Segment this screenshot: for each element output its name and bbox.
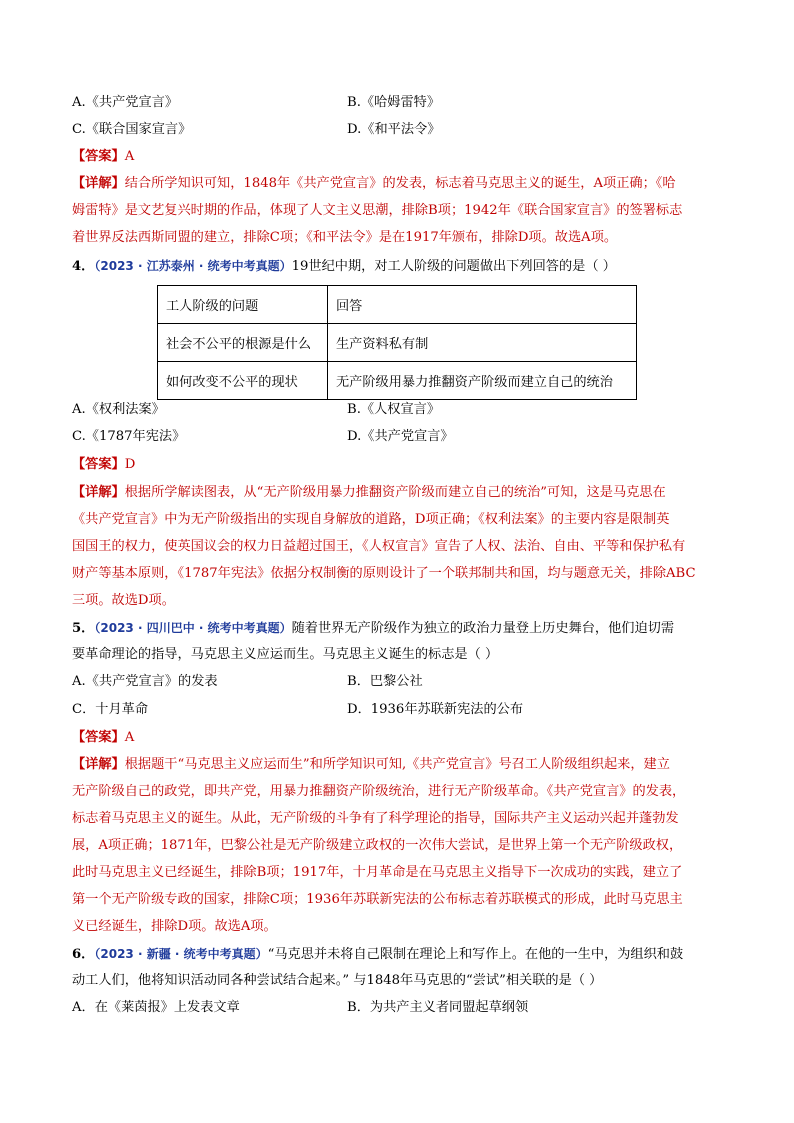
answer-value: D xyxy=(124,457,136,472)
answer-value: A xyxy=(124,730,135,745)
q4-option-c: C.《1787年宪法》 xyxy=(72,429,186,444)
explain-text: 和所学知识可知,《共产党宣言》号召工人阶级组织起来，建立 xyxy=(309,757,670,772)
q4-explain-line-1 xyxy=(72,484,666,502)
answer-label: 【答案】 xyxy=(72,457,125,472)
q5-explain-line-6: 第一个无产阶级专政的国家，排除C项；1936年苏联新宪法的公布标志着苏联模式的形成，此时马克思主 xyxy=(72,892,683,907)
q4-explain-line-5: 三项。故选D项。 xyxy=(72,593,175,608)
q5-explain-line-1 xyxy=(72,756,670,774)
question-source: （2023 · 江苏泰州 · 统考中考真题） xyxy=(94,259,292,273)
question-text: “马克思并未将自己限制在理论上和写作上。在他的一生中，为组织和鼓 xyxy=(267,947,684,962)
explain-label: 【详解】 xyxy=(72,176,125,191)
q5-option-c: C．十月革命 xyxy=(72,702,149,717)
explain-text: 结合所学知识可知，1848年《共产党宣言》的发表，标志着马克思主义的诞生，A项正确；《哈 xyxy=(124,176,676,191)
table-cell: 社会不公平的根源是什么 xyxy=(158,324,328,362)
q3-answer xyxy=(72,148,134,166)
q3-option-a: A.《共产党宣言》 xyxy=(72,95,179,110)
question-text: 随着世界无产阶级作为独立的政治力量登上历史舞台，他们迫切需 xyxy=(291,621,675,636)
q4-stem xyxy=(72,257,616,276)
q5-explain-line-2: 无产阶级自己的政党，即共产党，用暴力推翻资产阶级统治，进行无产阶级革命。《共产党宣言》的发表， xyxy=(72,784,686,799)
explain-quote: “马克思主义应运而生” xyxy=(177,757,310,772)
q5-stem-line-2: 要革命理论的指导，马克思主义应运而生。马克思主义诞生的标志是（ ） xyxy=(72,647,499,662)
q6-option-b: B．为共产主义者同盟起草纲领 xyxy=(347,1000,529,1015)
q5-stem-line-1 xyxy=(72,619,674,638)
q4-table xyxy=(157,285,637,400)
q5-option-b: B．巴黎公社 xyxy=(347,674,423,689)
q4-explain-line-2: 《共产党宣言》中为无产阶级指出的实现自身解放的道路，D项正确；《权利法案》的主要内容是限制英 xyxy=(72,512,670,527)
q4-explain-line-4: 财产等基本原则，《1787年宪法》依据分权制衡的原则设计了一个联邦制共和国，均与题意无关，排除ABC xyxy=(72,566,696,581)
q5-answer xyxy=(72,729,134,747)
q5-explain-line-3: 标志着马克思主义的诞生。从此，无产阶级的斗争有了科学理论的指导，国际共产主义运动兴起并蓬勃发 xyxy=(72,811,679,826)
q5-option-d: D．1936年苏联新宪法的公布 xyxy=(347,702,524,717)
q4-answer xyxy=(72,456,135,474)
q3-option-b: B.《哈姆雷特》 xyxy=(347,95,441,110)
question-number: 6． xyxy=(72,947,95,962)
answer-label: 【答案】 xyxy=(72,149,125,164)
explain-label: 【详解】 xyxy=(72,757,125,772)
q6-stem-line-1 xyxy=(72,945,683,964)
question-source: （2023 · 四川巴中 · 统考中考真题） xyxy=(94,621,292,635)
table-row xyxy=(158,362,637,400)
answer-label: 【答案】 xyxy=(72,730,125,745)
q6-stem-line-2: 动工人们，他将知识活动同各种尝试结合起来。” 与1848年马克思的“尝试”相关联的是（ ） xyxy=(72,973,603,988)
q4-explain-line-3: 国国王的权力，使英国议会的权力日益超过国王，《人权宣言》宣告了人权、法治、自由、平等和保护私有 xyxy=(72,539,686,554)
q5-explain-line-4: 展，A项正确；1871年，巴黎公社是无产阶级建立政权的一次伟大尝试，是世界上第一个无产阶级政权， xyxy=(72,838,683,853)
table-cell: 如何改变不公平的现状 xyxy=(158,362,328,400)
explain-text: 根据题干 xyxy=(124,757,178,772)
q4-option-d: D.《共产党宣言》 xyxy=(347,429,454,444)
q3-explain-line-3: 着世界反法西斯同盟的建立，排除C项；《和平法令》是在1917年颁布，排除D项。故选A项。 xyxy=(72,230,618,245)
explain-label: 【详解】 xyxy=(72,485,125,500)
table-header-cell: 回答 xyxy=(328,286,637,324)
q5-explain-line-7: 义已经诞生，排除D项。故选A项。 xyxy=(72,919,277,934)
explain-text: 根据所学解读图表，从“无产阶级用暴力推翻资产阶级而建立自己的统治”可知，这是马克思在 xyxy=(124,485,666,500)
table-row xyxy=(158,324,637,362)
q4-option-b: B.《人权宣言》 xyxy=(347,402,441,417)
table-cell: 无产阶级用暴力推翻资产阶级而建立自己的统治 xyxy=(328,362,637,400)
question-source: （2023 · 新疆 · 统考中考真题） xyxy=(94,947,268,961)
question-text: 19世纪中期，对工人阶级的问题做出下列回答的是（ ） xyxy=(291,259,616,274)
q3-explain-line-1 xyxy=(72,175,676,193)
question-number: 4． xyxy=(72,259,95,274)
q5-explain-line-5: 此时马克思主义已经诞生，排除B项；1917年，十月革命是在马克思主义指导下一次成功的实践，建立了 xyxy=(72,865,683,880)
table-cell: 生产资料私有制 xyxy=(328,324,637,362)
q5-option-a: A.《共产党宣言》的发表 xyxy=(72,674,218,689)
question-number: 5． xyxy=(72,621,95,636)
table-header-cell: 工人阶级的问题 xyxy=(158,286,328,324)
table-header-row xyxy=(158,286,637,324)
q3-option-c: C.《联合国家宣言》 xyxy=(72,122,192,137)
q3-option-d: D.《和平法令》 xyxy=(347,122,441,137)
q4-option-a: A.《权利法案》 xyxy=(72,402,165,417)
q6-option-a: A．在《莱茵报》上发表文章 xyxy=(72,1000,240,1015)
answer-value: A xyxy=(124,149,135,164)
q3-explain-line-2: 姆雷特》是文艺复兴时期的作品，体现了人文主义思潮，排除B项；1942年《联合国家宣言》的签署标志 xyxy=(72,203,683,218)
